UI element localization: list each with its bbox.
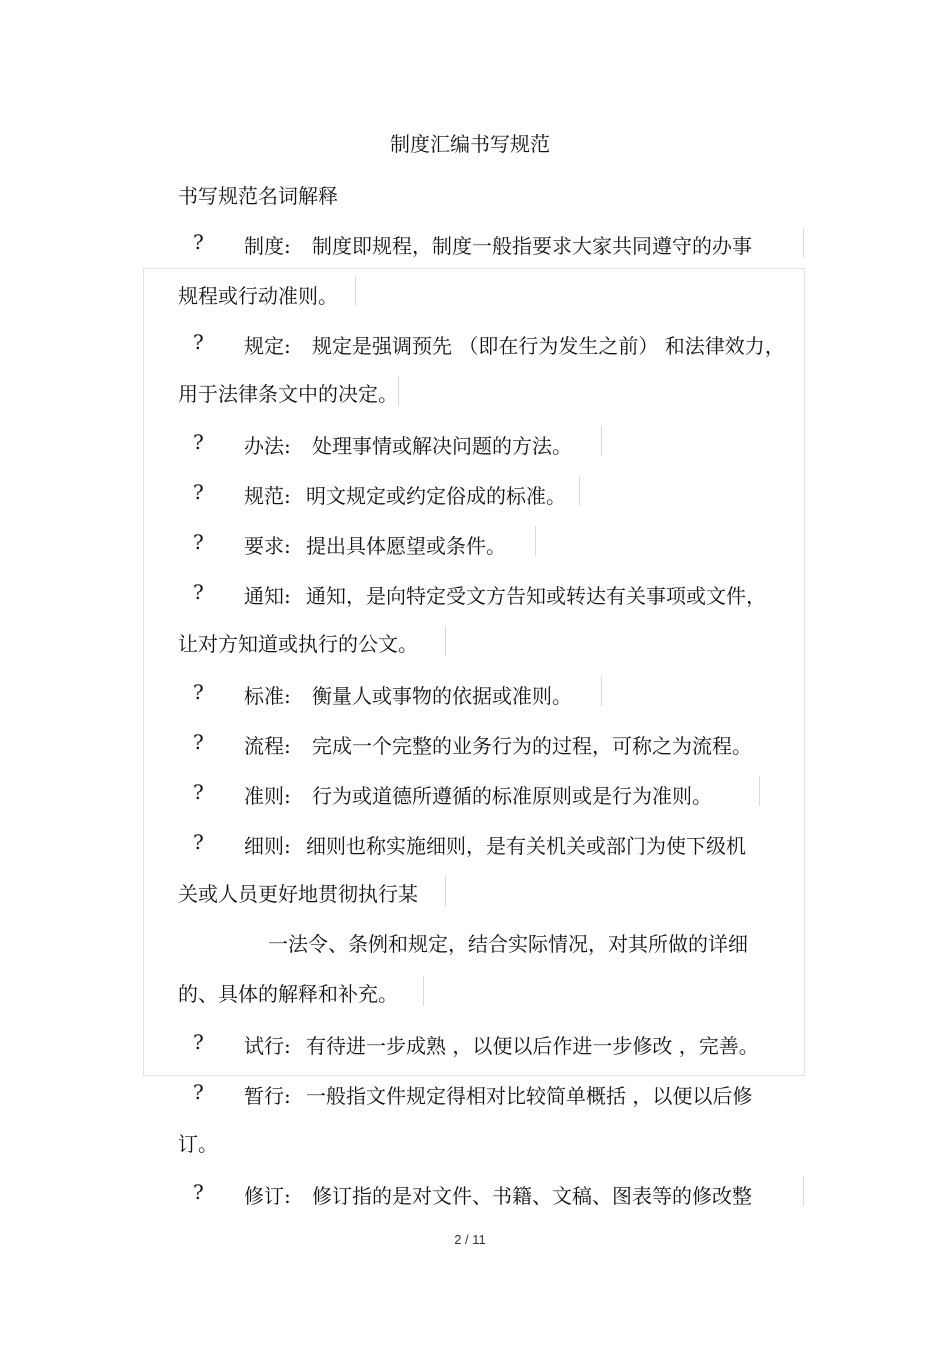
- term-definition: 通知，是向特定受文方告知或转达有关事项或文件，: [306, 584, 766, 608]
- scan-line: [601, 676, 602, 706]
- term-label: 通知:: [244, 584, 291, 608]
- term-definition: 明文规定或约定俗成的标准。: [306, 484, 566, 508]
- list-bullet: ?: [193, 730, 204, 754]
- list-bullet: ?: [193, 230, 204, 254]
- term-label: 流程:: [244, 734, 291, 758]
- term-label: 准则:: [244, 784, 291, 808]
- scan-line: [803, 228, 804, 258]
- scan-line: [423, 976, 424, 1006]
- list-bullet: ?: [193, 830, 204, 854]
- definition-continuation: 的、具体的解释和补充。: [178, 982, 398, 1006]
- term-definition: 处理事情或解决问题的方法。: [312, 434, 572, 458]
- list-bullet: ?: [193, 1180, 204, 1204]
- definition-continuation: 让对方知道或执行的公文。: [178, 632, 418, 656]
- term-label: 要求:: [244, 534, 291, 558]
- list-bullet: ?: [193, 580, 204, 604]
- term-definition: 修订指的是对文件、书籍、文稿、图表等的修改整: [312, 1184, 752, 1208]
- scan-line: [601, 426, 602, 456]
- term-label: 规定:: [244, 334, 291, 358]
- scan-line: [398, 376, 399, 406]
- term-definition: 制度即规程，制度一般指要求大家共同遵守的办事: [312, 234, 752, 258]
- list-bullet: ?: [193, 330, 204, 354]
- page-number: 2 / 11: [454, 1232, 486, 1247]
- term-definition: 行为或道德所遵循的标准原则或是行为准则。: [312, 784, 712, 808]
- scan-line: [803, 1176, 804, 1206]
- scan-line: [445, 876, 446, 906]
- term-definition: 规定是强调预先 （即在行为发生之前） 和法律效力，: [312, 334, 785, 358]
- definition-continuation: 一法令、条例和规定，结合实际情况，对其所做的详细: [268, 932, 748, 956]
- term-label: 制度:: [244, 234, 291, 258]
- list-bullet: ?: [193, 430, 204, 454]
- scan-line: [535, 526, 536, 556]
- list-bullet: ?: [193, 680, 204, 704]
- term-definition: 有待进一步成熟 ，以便以后作进一步修改 ，完善。: [306, 1034, 759, 1058]
- scan-line: [445, 626, 446, 656]
- term-label: 暂行:: [244, 1084, 291, 1108]
- term-definition: 衡量人或事物的依据或准则。: [312, 684, 572, 708]
- term-label: 规范:: [244, 484, 291, 508]
- term-definition: 完成一个完整的业务行为的过程，可称之为流程。: [312, 734, 752, 758]
- term-label: 标准:: [244, 684, 291, 708]
- definition-continuation: 用于法律条文中的决定。: [178, 382, 398, 406]
- list-bullet: ?: [193, 1080, 204, 1104]
- term-label: 修订:: [244, 1184, 291, 1208]
- term-definition: 一般指文件规定得相对比较简单概括 ，以便以后修: [306, 1084, 753, 1108]
- definition-continuation: 规程或行动准则。: [178, 284, 338, 308]
- term-label: 试行:: [244, 1034, 291, 1058]
- scan-line: [579, 476, 580, 506]
- list-bullet: ?: [193, 1030, 204, 1054]
- list-bullet: ?: [193, 480, 204, 504]
- document-title: 制度汇编书写规范: [390, 132, 550, 156]
- scan-line: [759, 776, 760, 806]
- term-label: 办法:: [244, 434, 291, 458]
- definition-continuation: 订。: [178, 1132, 218, 1156]
- term-definition: 提出具体愿望或条件。: [306, 534, 506, 558]
- section-heading: 书写规范名词解释: [178, 184, 338, 208]
- term-definition: 细则也称实施细则，是有关机关或部门为使下级机: [306, 834, 746, 858]
- scan-line: [355, 276, 356, 306]
- definition-continuation: 关或人员更好地贯彻执行某: [178, 882, 418, 906]
- list-bullet: ?: [193, 780, 204, 804]
- list-bullet: ?: [193, 530, 204, 554]
- term-label: 细则:: [244, 834, 291, 858]
